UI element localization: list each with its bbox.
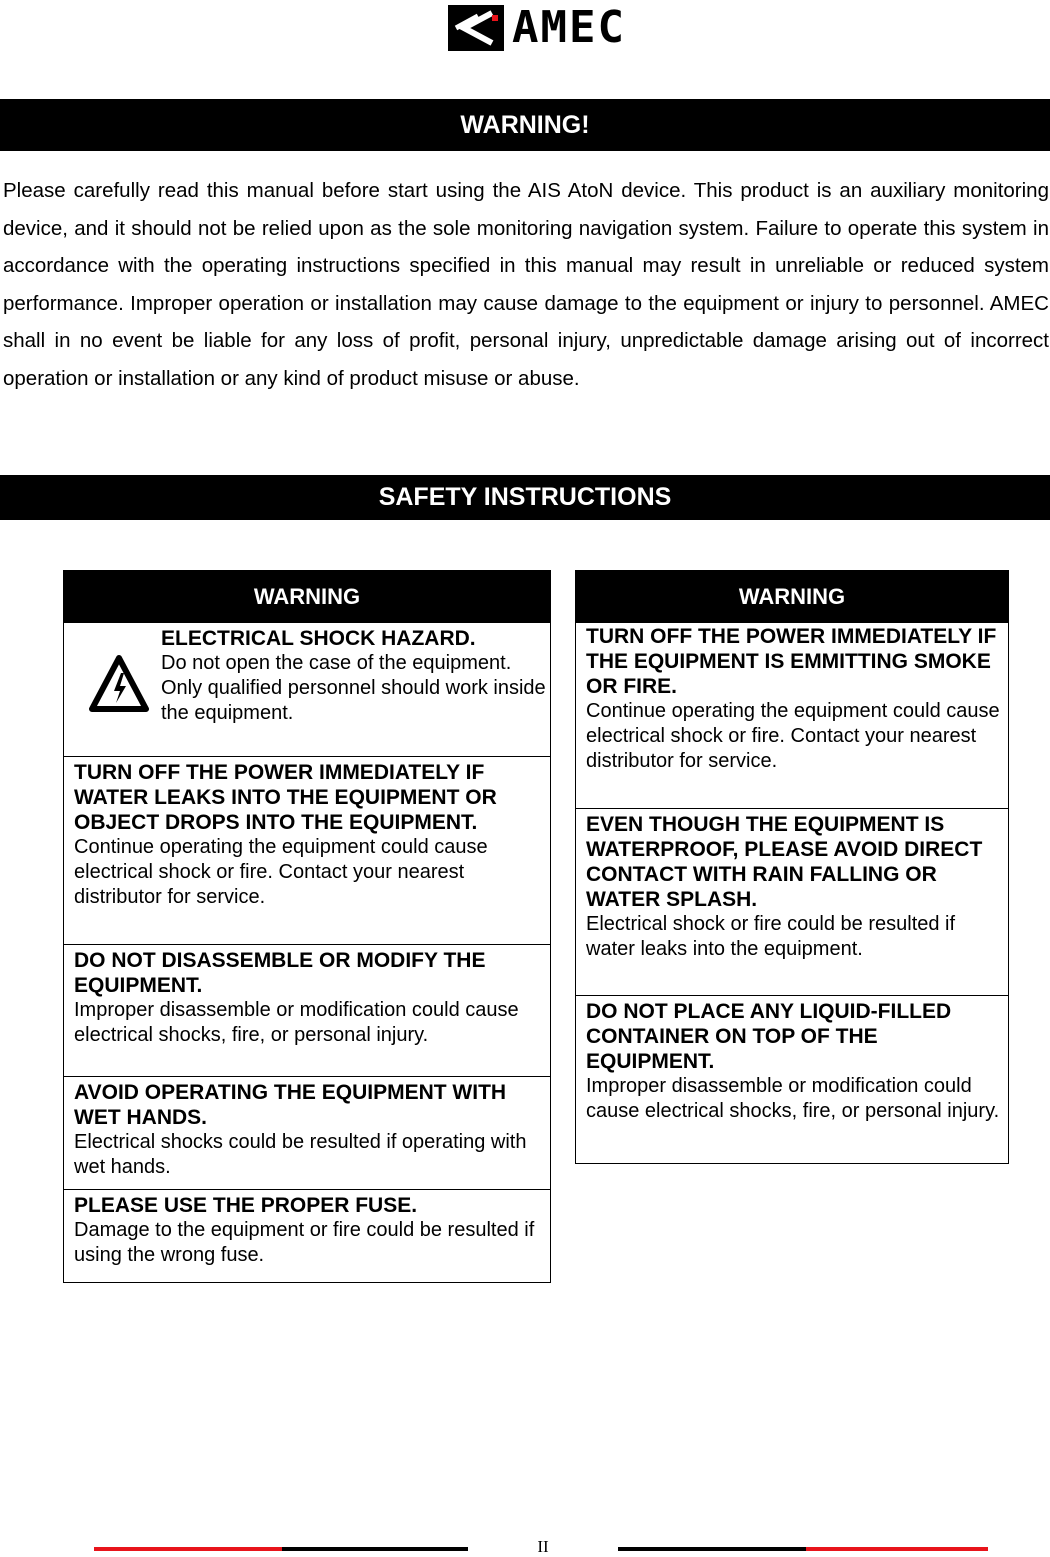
right-warning-panel bbox=[575, 570, 1009, 1164]
footer-rule-red-right bbox=[806, 1547, 988, 1551]
warning-item-body: Electrical shocks could be resulted if operating with wet hands. bbox=[74, 1131, 527, 1178]
safety-instructions-banner: SAFETY INSTRUCTIONS bbox=[0, 475, 1050, 520]
footer-rule-black-left bbox=[282, 1547, 468, 1551]
warning-item-body: Do not open the case of the equipment. Only qualified personnel should work inside the equipment. bbox=[161, 652, 546, 724]
warning-item-title: AVOID OPERATING THE EQUIPMENT WITH WET HANDS. bbox=[74, 1081, 507, 1129]
warning-item-title: ELECTRICAL SHOCK HAZARD. bbox=[161, 627, 476, 650]
warning-item-water-leak bbox=[64, 756, 550, 945]
warning-item-liquid-container bbox=[576, 995, 1008, 1163]
warning-item-wet-hands bbox=[64, 1076, 550, 1190]
left-warning-panel bbox=[63, 570, 551, 1283]
electrical-hazard-icon bbox=[88, 653, 150, 715]
warning-item-title: TURN OFF THE POWER IMMEDIATELY IF THE EQUIPMENT IS EMMITTING SMOKE OR FIRE. bbox=[586, 625, 997, 698]
amec-logo-mark-icon bbox=[448, 5, 504, 51]
warning-banner: WARNING! bbox=[0, 99, 1050, 151]
warning-item-title: EVEN THOUGH THE EQUIPMENT IS WATERPROOF, PLEASE AVOID DIRECT CONTACT WITH RAIN FALLING OR WATER SPLASH. bbox=[586, 813, 983, 911]
warning-item-title: DO NOT PLACE ANY LIQUID-FILLED CONTAINER ON TOP OF THE EQUIPMENT. bbox=[586, 1000, 952, 1073]
warning-item-body: Continue operating the equipment could cause electrical shock or fire. Contact your nearest distributor for service. bbox=[74, 836, 488, 908]
warning-item-body: Improper disassemble or modification could cause electrical shocks, fire, or personal injury. bbox=[74, 999, 519, 1046]
warning-item-body: Continue operating the equipment could cause electrical shock or fire. Contact your nearest distributor for service. bbox=[586, 700, 1000, 772]
warning-item-body: Improper disassemble or modification could cause electrical shocks, fire, or personal injury. bbox=[586, 1075, 1000, 1122]
warning-item-disassemble bbox=[64, 944, 550, 1077]
intro-paragraph: Please carefully read this manual before start using the AIS AtoN device. This product is an auxiliary monitoring device, and it should not be relied upon as the sole monitoring navigation system. Failure to operate this system in accordance with the operating instructions specified in this manual may result in unreliable or reduced system performance. Improper operation or installation may cause damage to the equipment or injury to personnel. AMEC shall in no event be liable for any loss of profit, personal injury, unpredictable damage arising out of incorrect operation or installation or any kind of product misuse or abuse. bbox=[3, 179, 1049, 390]
warning-item-fuse bbox=[64, 1189, 550, 1282]
warning-item-smoke-fire bbox=[576, 622, 1008, 809]
logo-text: AMEC bbox=[512, 2, 626, 53]
right-panel-heading: WARNING bbox=[576, 571, 1008, 622]
left-panel-heading: WARNING bbox=[64, 571, 550, 622]
footer-rule-black-right bbox=[618, 1547, 806, 1551]
warning-item-electrical-shock bbox=[64, 622, 550, 757]
warning-item-title: DO NOT DISASSEMBLE OR MODIFY THE EQUIPMENT. bbox=[74, 949, 486, 997]
amec-logo bbox=[448, 4, 626, 52]
page-number: II bbox=[537, 1537, 549, 1556]
warning-item-body: Electrical shock or fire could be resulted if water leaks into the equipment. bbox=[586, 913, 956, 960]
warning-item-title: TURN OFF THE POWER IMMEDIATELY IF WATER LEAKS INTO THE EQUIPMENT OR OBJECT DROPS INTO THE EQUIPMENT. bbox=[74, 761, 497, 834]
warning-item-title: PLEASE USE THE PROPER FUSE. bbox=[74, 1194, 418, 1217]
footer-rule-red-left bbox=[94, 1547, 282, 1551]
warning-item-waterproof bbox=[576, 808, 1008, 996]
warning-item-body: Damage to the equipment or fire could be resulted if using the wrong fuse. bbox=[74, 1219, 535, 1266]
